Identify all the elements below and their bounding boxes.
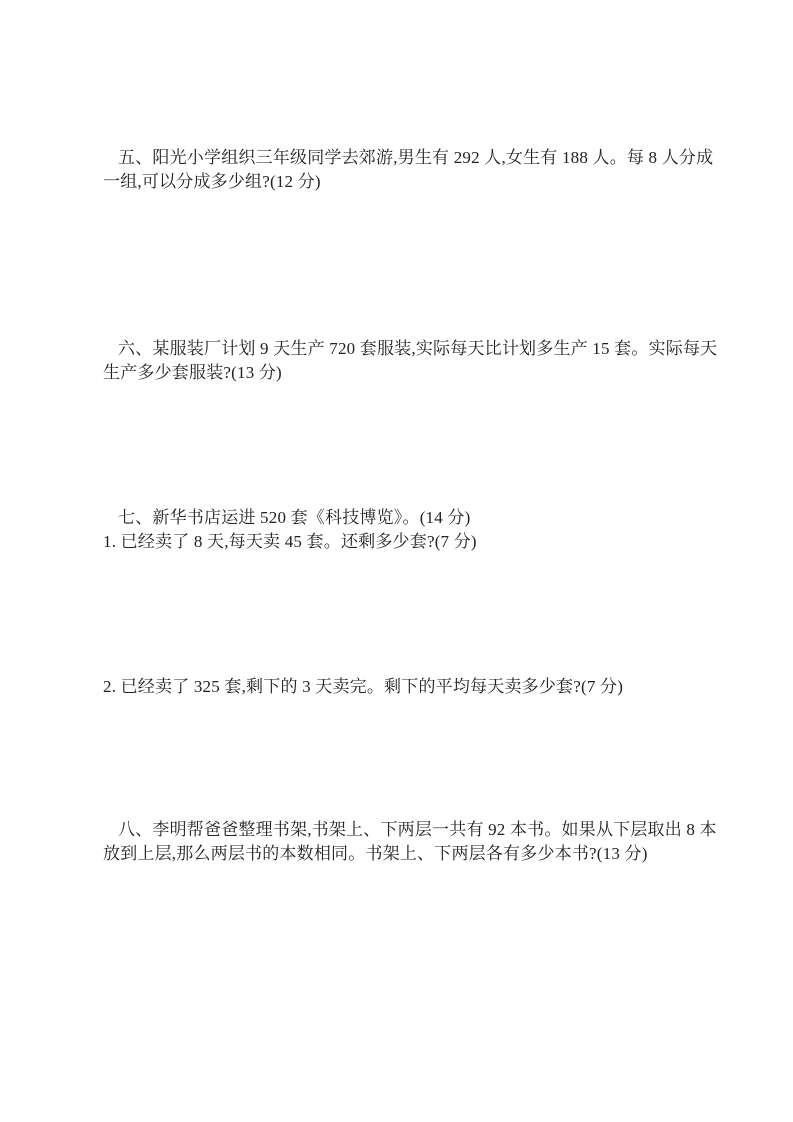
question-6 [103, 337, 753, 385]
question-6-line-2: 生产多少套服装?(13 分) [103, 363, 282, 382]
question-7-sub-2 [103, 675, 753, 699]
question-5 [103, 146, 753, 194]
question-7-sub-2-line: 2. 已经卖了 325 套,剩下的 3 天卖完。剩下的平均每天卖多少套?(7 分) [103, 677, 624, 696]
question-8-line-1: 八、李明帮爸爸整理书架,书架上、下两层一共有 92 本书。如果从下层取出 8 本 [118, 820, 717, 839]
question-5-line-2: 一组,可以分成多少组?(12 分) [103, 172, 321, 191]
question-5-line-1: 五、阳光小学组织三年级同学去郊游,男生有 292 人,女生有 188 人。每 8 人分成 [118, 148, 714, 167]
question-7-sub-1-line: 1. 已经卖了 8 天,每天卖 45 套。还剩多少套?(7 分) [103, 532, 477, 551]
question-8 [103, 818, 753, 866]
question-7 [103, 506, 753, 554]
question-7-intro-line: 七、新华书店运进 520 套《科技博览》。(14 分) [118, 508, 471, 527]
question-6-line-1: 六、某服装厂计划 9 天生产 720 套服装,实际每天比计划多生产 15 套。实际每天 [118, 339, 718, 358]
question-8-line-2: 放到上层,那么两层书的本数相同。书架上、下两层各有多少本书?(13 分) [103, 844, 648, 863]
